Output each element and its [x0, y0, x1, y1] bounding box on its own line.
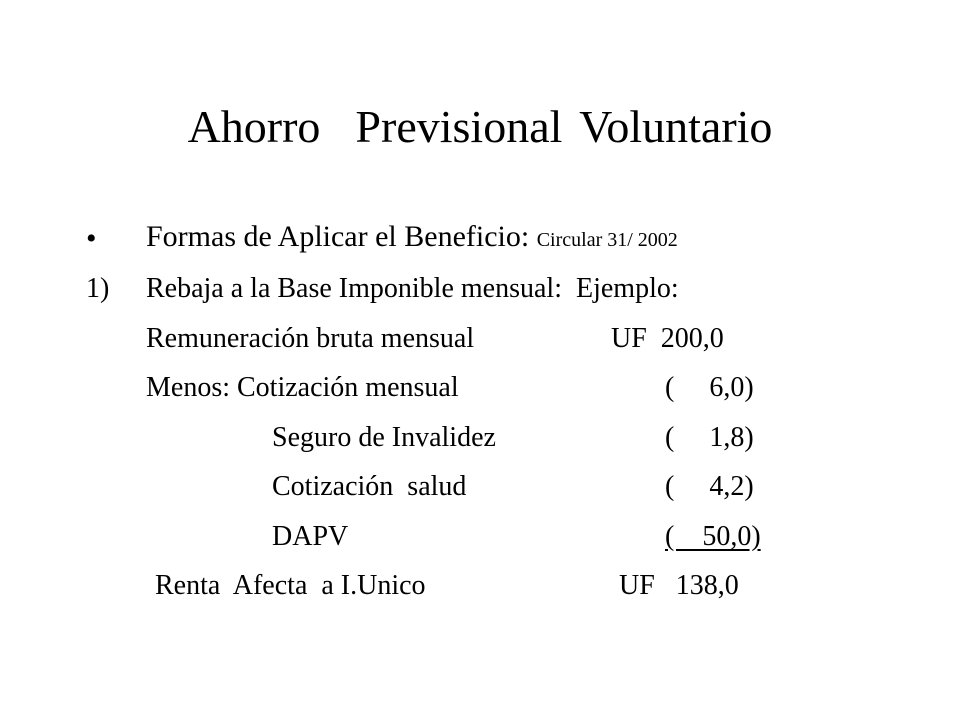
deduction-label-invalidez: Seguro de Invalidez [272, 422, 496, 453]
result-label: Renta Afecta a I.Unico [155, 570, 426, 601]
result-value: UF 138,0 [619, 570, 739, 601]
bullet-icon: • [86, 222, 97, 255]
circular-reference: Circular 31/ 2002 [536, 229, 678, 251]
bullet-text [146, 222, 678, 252]
item-number: 1) [86, 273, 110, 304]
less-label: Menos: Cotización mensual [146, 372, 459, 403]
gross-label: Remuneración bruta mensual [146, 323, 475, 354]
gross-value: UF 200,0 [611, 323, 724, 354]
deduction-value-dapv: ( 50,0) [665, 521, 761, 552]
bullet-label: Formas de Aplicar el Beneficio: [146, 220, 537, 253]
deduction-label-salud: Cotización salud [272, 471, 467, 502]
deduction-label-dapv: DAPV [272, 521, 349, 552]
less-value: ( 6,0) [665, 372, 754, 403]
slide-title: Ahorro Previsional Voluntario [187, 101, 773, 152]
deduction-value-invalidez: ( 1,8) [665, 422, 754, 453]
item-text: Rebaja a la Base Imponible mensual: Ejemplo: [146, 273, 679, 304]
deduction-value-salud: ( 4,2) [665, 471, 754, 502]
